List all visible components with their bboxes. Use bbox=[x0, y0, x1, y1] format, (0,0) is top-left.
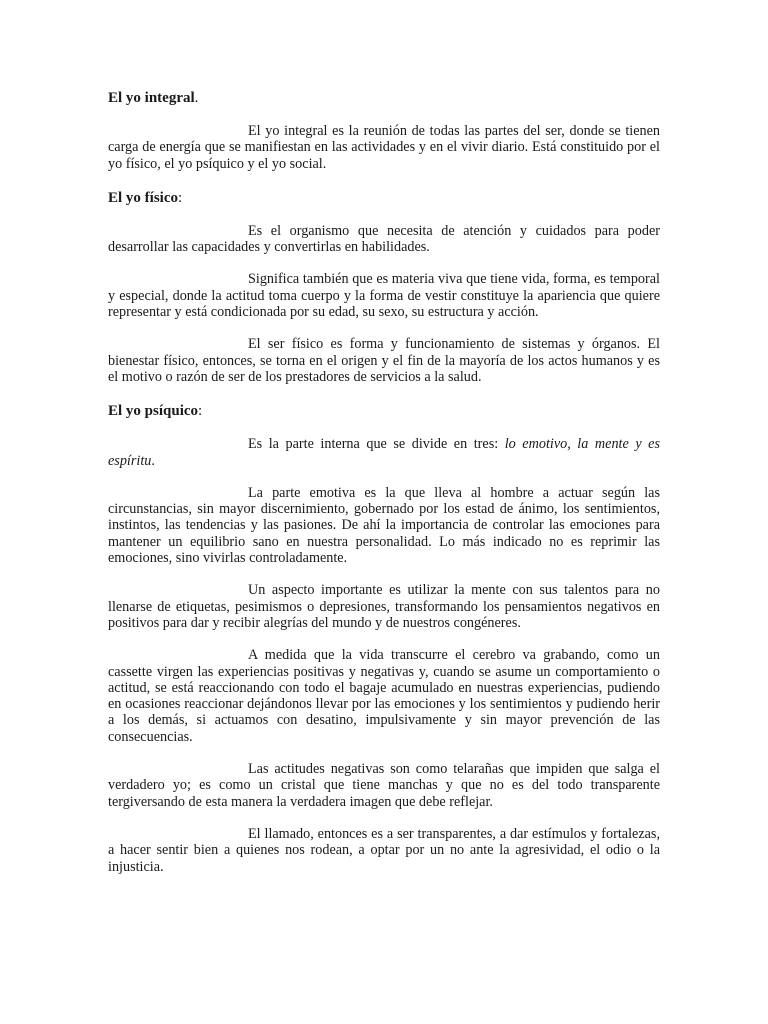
paragraph: La parte emotiva es la que lleva al hombre a actuar según las circunstancias, sin mayor discernimiento, gobernado por los estad de ánimo, los sentimientos, instintos, las tendencias y las pasiones. De ahí la importancia de controlar las emociones para mantener un equilibrio sano en nuestra personalidad. Lo más indicado no es reprimir las emociones, sino vivirlas controladamente. bbox=[108, 484, 660, 567]
heading-yo-fisico: El yo físico: bbox=[108, 189, 183, 206]
paragraph: El ser físico es forma y funcionamiento de sistemas y órganos. El bienestar físico, entonces, se torna en el origen y el fin de la mayoría de los actos humanos y es el motivo o razón de ser de los prestadores de servicios a la salud. bbox=[108, 336, 660, 385]
paragraph: Las actitudes negativas son como telarañas que impiden que salga el verdadero yo; es como un cristal que tiene manchas y que no es del todo transparente tergiversando de esta manera la verdadera imagen que debe reflejar. bbox=[108, 761, 660, 810]
paragraph: Significa también que es materia viva que tiene vida, forma, es temporal y especial, donde la actitud toma cuerpo y la forma de vestir constituye la apariencia que quiere representar y está condicionada por su edad, su sexo, su estructura y acción. bbox=[108, 271, 660, 321]
heading-punctuation: . bbox=[194, 90, 199, 106]
heading-yo-integral: El yo integral. bbox=[108, 90, 199, 106]
paragraph: Es el organismo que necesita de atención y cuidados para poder desarrollar las capacidades y convertirlas en habilidades. bbox=[108, 222, 660, 256]
heading-punctuation: : bbox=[198, 403, 203, 420]
paragraph-intro: Es la parte interna que se divide en tres: lo emotivo, la mente y es espíritu. bbox=[108, 436, 660, 469]
paragraph: A medida que la vida transcurre el cerebro va grabando, como un cassette virgen las experiencias positivas y negativas y, cuando se asume un comportamiento o actitud, se está reaccionando con todo el bagaje acumulado en nuestras experiencias, pudiendo en ocasiones reaccionar dejándonos llevar por las emociones y los sentimientos y pudiendo herir a los demás, si actuamos con desatino, impulsivamente y sin mayor prevención de las consecuencias. bbox=[108, 647, 660, 745]
paragraph: El yo integral es la reunión de todas las partes del ser, donde se tienen carga de energía que se manifiestan en las actividades y en el vivir diario. Está constituido por el yo físico, el yo psíquico y el yo social. bbox=[108, 123, 660, 172]
heading-yo-psiquico: El yo psíquico: bbox=[108, 403, 203, 420]
paragraph: Un aspecto importante es utilizar la mente con sus talentos para no llenarse de etiquetas, pesimismos o depresiones, transformando los pensamientos negativos en positivos para dar y recibir alegrías del mundo y de nuestros congéneres. bbox=[108, 582, 660, 631]
paragraph: El llamado, entonces es a ser transparentes, a dar estímulos y fortalezas, a hacer sentir bien a quienes nos rodean, a optar por un no ante la agresividad, el odio o la injusticia. bbox=[108, 825, 660, 875]
italic-text: lo emotivo, la mente y es espíritu bbox=[108, 436, 660, 469]
heading-punctuation: : bbox=[178, 189, 183, 206]
